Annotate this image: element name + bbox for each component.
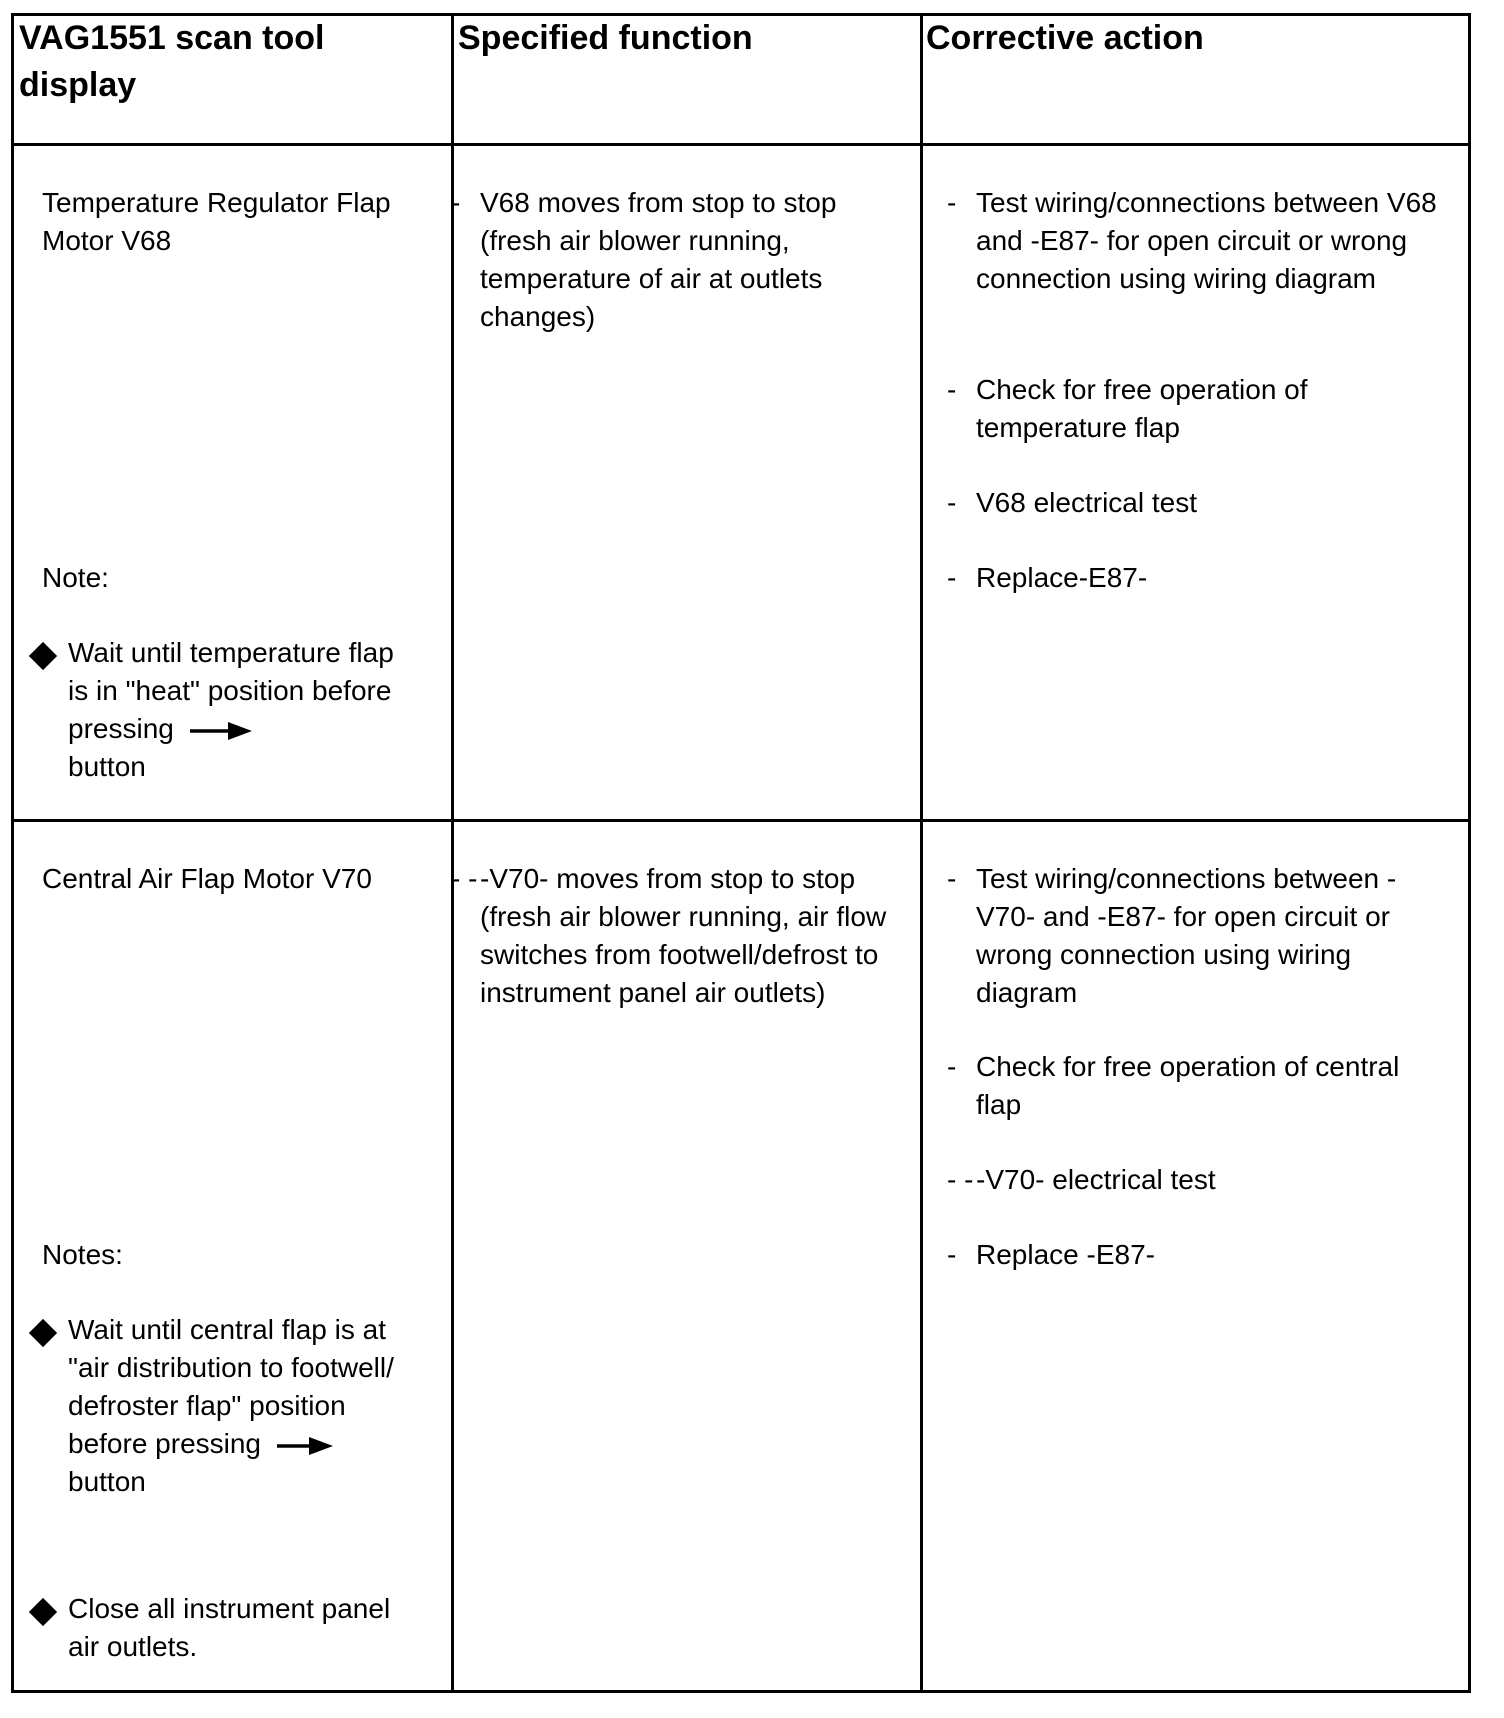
double-dash-marker: - - <box>947 1164 974 1195</box>
action-check-temperature-flap <box>947 371 1446 447</box>
display-v68: Temperature Regulator Flap Motor V68 <box>42 187 391 256</box>
action-v68-electrical-test <box>947 484 1446 522</box>
action-test-wiring-v70 <box>947 860 1446 1012</box>
function-text: -V70- moves from stop to stop (fresh air blower running, air flow switches from footwell/defrost to instrument panel air outlets) <box>480 863 887 1008</box>
dash-marker: - <box>947 487 957 518</box>
note-wait-central-flap <box>68 1311 398 1501</box>
dash-marker: - <box>947 863 957 894</box>
note-wait-heat-position <box>68 634 398 786</box>
action-text: Check for free operation of central flap <box>976 1051 1400 1120</box>
header-divider <box>14 143 1468 146</box>
dash-marker: - <box>947 374 957 405</box>
arrow-right-icon <box>190 721 252 741</box>
action-text: Check for free operation of temperature flap <box>976 374 1308 443</box>
note-text-button: button <box>68 1466 146 1497</box>
action-text: V68 electrical test <box>976 487 1197 518</box>
header-specified-function: Specified function <box>458 19 753 57</box>
header-scan-tool-display: VAG1551 scan tool display <box>19 19 325 104</box>
action-replace-e87 <box>947 1236 1446 1274</box>
action-replace-e87 <box>947 559 1446 597</box>
action-text: -V70- electrical test <box>976 1164 1216 1195</box>
diagnostic-table <box>11 13 1471 1693</box>
double-dash-marker: - - <box>451 863 478 894</box>
diamond-bullet-icon <box>29 1598 57 1626</box>
note-label: Note: <box>42 562 109 593</box>
action-text: Test wiring/connections between V68 and -E87- for open circuit or wrong connection using wiring diagram <box>976 187 1437 294</box>
diamond-bullet-icon <box>29 1319 57 1347</box>
action-text: Test wiring/connections between -V70- and -E87- for open circuit or wrong connection using wiring diagram <box>976 863 1397 1008</box>
column-divider-2 <box>920 16 923 1690</box>
dash-marker: - <box>947 187 957 218</box>
note-text: Wait until temperature flap is in "heat" position before pressing <box>68 637 394 744</box>
note-text: Wait until central flap is at "air distribution to footwell/ <box>68 1314 394 1383</box>
column-divider-1 <box>451 16 454 1690</box>
arrow-right-icon <box>277 1436 333 1456</box>
dash-marker: - <box>947 1239 957 1270</box>
header-corrective-action: Corrective action <box>926 19 1204 57</box>
action-v70-electrical-test <box>947 1161 1446 1199</box>
dash-marker: - <box>947 562 957 593</box>
notes-label: Notes: <box>42 1239 123 1270</box>
function-text: V68 moves from stop to stop (fresh air blower running, temperature of air at outlets changes) <box>480 187 837 332</box>
diamond-bullet-icon <box>29 642 57 670</box>
dash-marker: - <box>947 1051 957 1082</box>
function-v68 <box>451 184 900 336</box>
row-divider <box>14 819 1468 822</box>
action-check-central-flap <box>947 1048 1446 1124</box>
function-v70 <box>451 860 910 1012</box>
display-v70: Central Air Flap Motor V70 <box>42 863 372 894</box>
dash-marker: - <box>451 187 461 218</box>
action-text: Replace-E87- <box>976 562 1148 593</box>
note-close-air-outlets: Close all instrument panel air outlets. <box>68 1593 391 1662</box>
note-text: defroster flap" position before pressing <box>68 1390 346 1459</box>
action-test-wiring-v68 <box>947 184 1446 298</box>
action-text: Replace -E87- <box>976 1239 1155 1270</box>
note-text-button: button <box>68 751 146 782</box>
